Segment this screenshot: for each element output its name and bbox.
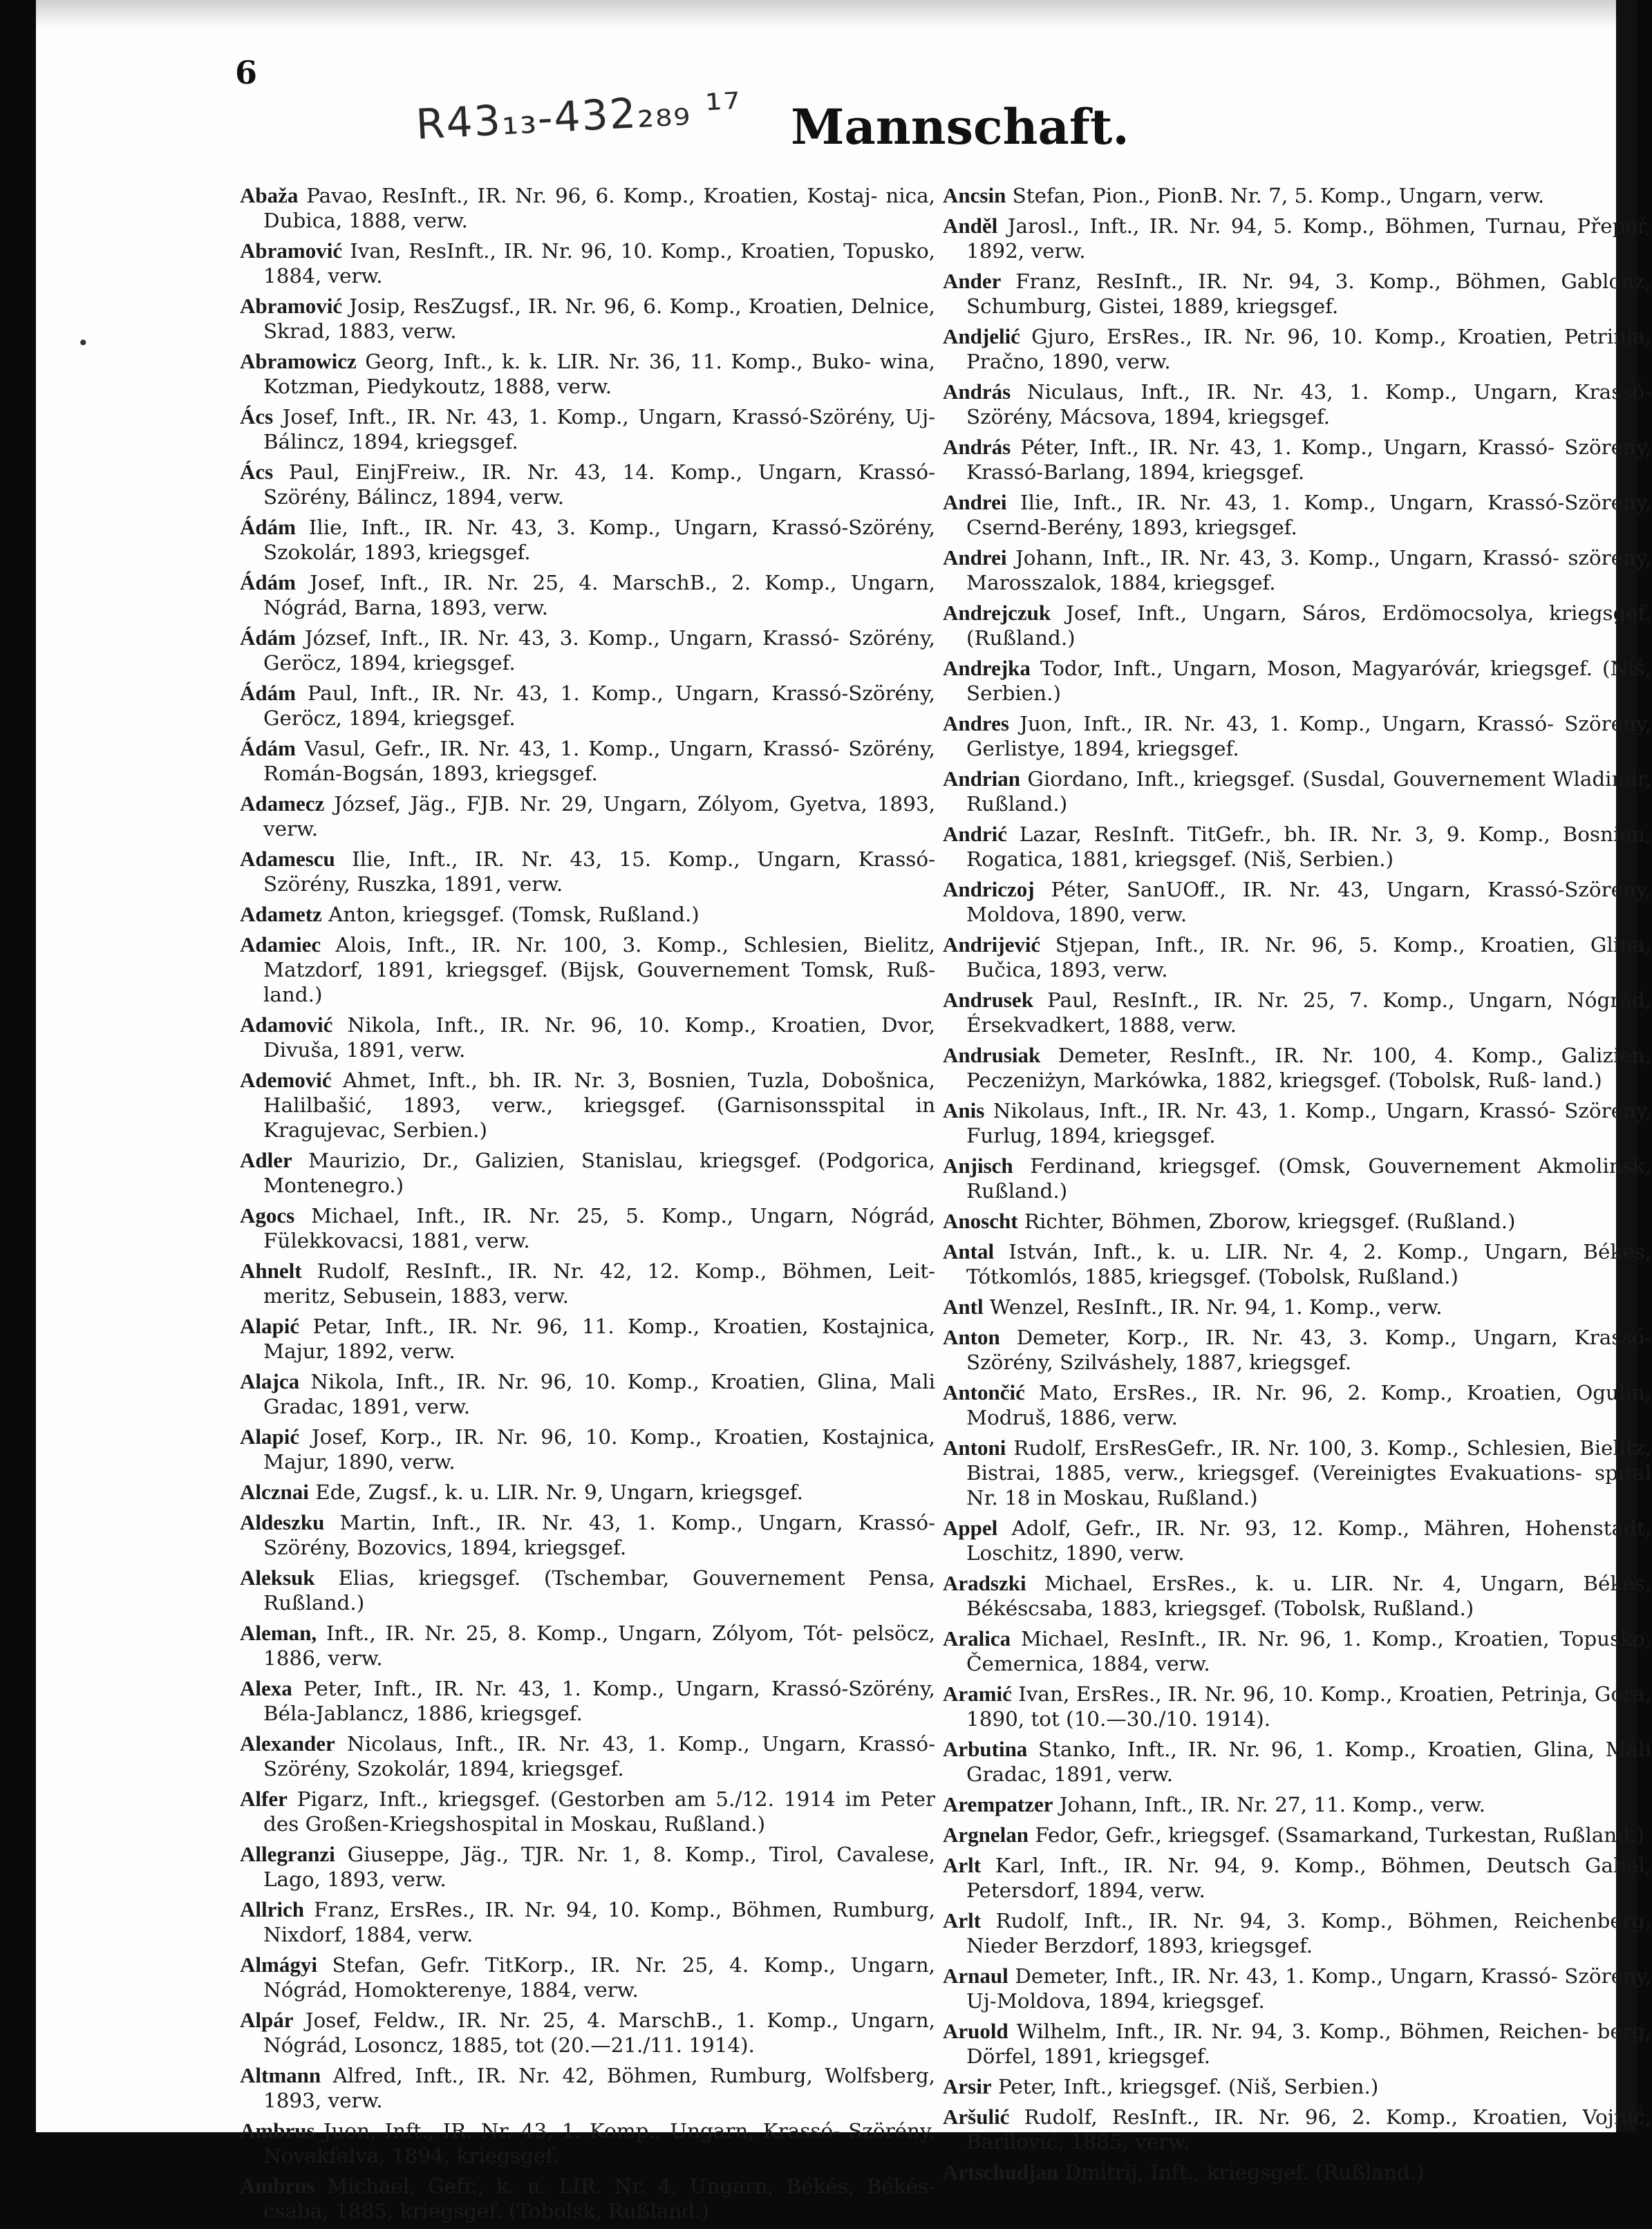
register-entry	[943, 656, 1651, 706]
register-entry	[943, 601, 1651, 650]
register-entry	[240, 1565, 935, 1615]
entry-details: Jarosl., Inft., IR. Nr. 94, 5. Komp., Böhmen, Turnau, Přepeř, 1892, verw.	[966, 214, 1651, 263]
register-entry	[943, 1792, 1651, 1817]
entry-details: Ede, Zugsf., k. u. LIR. Nr. 9, Ungarn, kriegsgef.	[315, 1480, 803, 1504]
register-entry	[240, 1953, 935, 2002]
register-entry	[943, 988, 1651, 1037]
register-entry	[240, 736, 935, 786]
entry-surname: Andjelić	[943, 324, 1020, 348]
register-entry	[240, 626, 935, 675]
register-entry	[240, 1259, 935, 1308]
entry-surname: Aramić	[943, 1682, 1012, 1706]
entry-details: Richter, Böhmen, Zborow, kriegsgef. (Rußland.)	[1024, 1210, 1516, 1233]
register-entry	[240, 1897, 935, 1947]
entry-surname: Arempatzer	[943, 1792, 1053, 1816]
register-entry	[240, 1676, 935, 1726]
entry-details: Mato, ErsRes., IR. Nr. 96, 2. Komp., Kroatien, Ogulin, Modruš, 1886, verw.	[966, 1381, 1652, 1429]
register-entry	[240, 1731, 935, 1781]
entry-details: Paul, ResInft., IR. Nr. 25, 7. Komp., Ungarn, Nógrád, Érsekvadkert, 1888, verw.	[966, 988, 1651, 1037]
entry-surname: Andriczoj	[943, 877, 1035, 901]
entry-details: Nicolaus, Inft., IR. Nr. 43, 1. Komp., Ungarn, Krassó- Szörény, Szokolár, 1894, kriegsgef.	[263, 1732, 936, 1780]
entry-details: Rudolf, ResInft., IR. Nr. 42, 12. Komp., Böhmen, Leit- meritz, Sebusein, 1883, verw.	[263, 1259, 935, 1308]
entry-surname: Arsir	[943, 2074, 992, 2098]
register-entry	[943, 435, 1651, 485]
entry-surname: Ademović	[240, 1068, 332, 1092]
entry-surname: Allrich	[240, 1897, 304, 1921]
entry-details: Georg, Inft., k. k. LIR. Nr. 36, 11. Komp., Buko- wina, Kotzman, Piedykoutz, 1888, verw.	[263, 350, 935, 398]
entry-surname: Abramović	[240, 294, 343, 318]
entry-surname: Ádám	[240, 681, 296, 705]
entry-details: Lazar, ResInft. TitGefr., bh. IR. Nr. 3, 9. Komp., Bosnien, Rogatica, 1881, kriegsgef. (Niš, Serbien.)	[966, 822, 1652, 871]
register-entry	[240, 404, 935, 454]
entry-surname: Aleksuk	[240, 1565, 315, 1590]
register-entry	[943, 2074, 1651, 2099]
entry-surname: Andrić	[943, 822, 1007, 846]
entry-details: Rudolf, Inft., IR. Nr. 94, 3. Komp., Böhmen, Reichenberg, Nieder Berzdorf, 1893, kriegsgef.	[966, 1909, 1651, 1957]
register-entry	[943, 1098, 1651, 1148]
entry-details: Stefan, Gefr. TitKorp., IR. Nr. 25, 4. Komp., Ungarn, Nógrád, Homokterenye, 1884, verw.	[263, 1953, 935, 2002]
entry-surname: Arlt	[943, 1853, 982, 1877]
entry-details: Demeter, Inft., IR. Nr. 43, 1. Komp., Ungarn, Krassó- Szörény, Uj-Moldova, 1894, kriegsgef.	[966, 1964, 1651, 2013]
entry-details: Péter, SanUOff., IR. Nr. 43, Ungarn, Krassó-Szörény, Moldova, 1890, verw.	[966, 878, 1652, 926]
entry-details: Johann, Inft., IR. Nr. 43, 3. Komp., Ungarn, Krassó- szörény, Marosszalok, 1884, kriegsgef.	[966, 546, 1652, 594]
entry-surname: Aleman,	[240, 1621, 317, 1645]
page-title: Mannschaft.	[791, 98, 1129, 156]
entry-surname: Ádám	[240, 736, 296, 760]
entry-details: Josef, Korp., IR. Nr. 96, 10. Komp., Kroatien, Kostajnica, Majur, 1890, verw.	[263, 1425, 936, 1474]
entry-surname: Ancsin	[943, 183, 1006, 207]
entry-details: Johann, Inft., IR. Nr. 27, 11. Komp., verw.	[1059, 1793, 1486, 1816]
entry-details: Ferdinand, kriegsgef. (Omsk, Gouvernement Akmolinsk, Rußland.)	[966, 1154, 1652, 1203]
entry-surname: András	[943, 379, 1011, 404]
entry-surname: Adamović	[240, 1013, 333, 1037]
entry-surname: Abaža	[240, 183, 299, 207]
register-entry	[240, 1013, 935, 1062]
entry-details: Franz, ErsRes., IR. Nr. 94, 10. Komp., Böhmen, Rumburg, Nixdorf, 1884, verw.	[263, 1898, 935, 1946]
entry-surname: Andrejczuk	[943, 601, 1051, 625]
entry-surname: Andrusek	[943, 988, 1033, 1012]
entry-surname: Ádám	[240, 570, 296, 594]
register-entry	[943, 1154, 1651, 1203]
entry-surname: Andrijević	[943, 932, 1041, 957]
register-entry	[943, 2160, 1651, 2185]
register-entry	[943, 1239, 1651, 1289]
entry-surname: Adamescu	[240, 847, 335, 871]
entry-surname: Alajca	[240, 1369, 300, 1393]
entry-details: Niculaus, Inft., IR. Nr. 43, 1. Komp., Ungarn, Krassó- Szörény, Mácsova, 1894, kriegsgef.	[966, 380, 1651, 429]
entry-details: Wilhelm, Inft., IR. Nr. 94, 3. Komp., Böhmen, Reichen- berg, Dörfel, 1891, kriegsgef.	[966, 2020, 1651, 2068]
entry-surname: Ambrus	[240, 2118, 315, 2143]
register-entry	[943, 1516, 1651, 1565]
register-entry	[240, 1203, 935, 1253]
entry-surname: Abramović	[240, 238, 343, 263]
entry-details: Nikolaus, Inft., IR. Nr. 43, 1. Komp., Ungarn, Krassó- Szörény, Furlug, 1894, kriegsgef.	[966, 1099, 1651, 1147]
entry-details: Juon, Inft., IR. Nr. 43, 1. Komp., Ungarn, Krassó- Szörény, Gerlistye, 1894, kriegsgef.	[966, 712, 1652, 760]
entry-details: Alois, Inft., IR. Nr. 100, 3. Komp., Schlesien, Bielitz, Matzdorf, 1891, kriegsgef. (Bijsk, Gouvernement Tomsk, Ruß- land.)	[263, 933, 936, 1006]
entry-details: Alfred, Inft., IR. Nr. 42, Böhmen, Rumburg, Wolfsberg, 1893, verw.	[263, 2064, 935, 2112]
entry-surname: Alpár	[240, 2008, 294, 2032]
register-entry	[240, 1842, 935, 1892]
register-entry	[943, 269, 1651, 319]
register-entry	[240, 1424, 935, 1474]
entry-surname: Agocs	[240, 1203, 295, 1228]
register-entry	[240, 1148, 935, 1198]
entry-surname: Alexander	[240, 1731, 335, 1756]
entry-details: Maurizio, Dr., Galizien, Stanislau, kriegsgef. (Podgorica, Montenegro.)	[263, 1149, 936, 1197]
entry-surname: Aruold	[943, 2019, 1008, 2043]
register-entry	[943, 183, 1651, 208]
register-entry	[943, 1380, 1651, 1430]
entry-surname: Altmann	[240, 2063, 321, 2087]
entry-details: Stefan, Pion., PionB. Nr. 7, 5. Komp., Ungarn, verw.	[1012, 184, 1545, 207]
entry-details: Josef, Feldw., IR. Nr. 25, 4. MarschB., 1. Komp., Ungarn, Nógrád, Losoncz, 1885, tot (20.—21./11. 1914).	[263, 2009, 935, 2057]
entry-surname: Andres	[943, 711, 1009, 735]
register-entry	[943, 766, 1651, 816]
register-entry	[240, 515, 935, 565]
entry-surname: Antončić	[943, 1380, 1025, 1404]
entry-details: Paul, Inft., IR. Nr. 43, 1. Komp., Ungarn, Krassó-Szörény, Geröcz, 1894, kriegsgef.	[263, 681, 935, 730]
register-entry	[240, 1510, 935, 1560]
entry-details: Ivan, ResInft., IR. Nr. 96, 10. Komp., Kroatien, Topusko, 1884, verw.	[263, 239, 935, 288]
entry-surname: Alcznai	[240, 1480, 309, 1504]
entry-details: Nikola, Inft., IR. Nr. 96, 10. Komp., Kroatien, Glina, Mali Gradac, 1891, verw.	[263, 1370, 935, 1418]
entry-details: Michael, ErsRes., k. u. LIR. Nr. 4, Ungarn, Békés, Békéscsaba, 1883, kriegsgef. (Tobolsk, Rußland.)	[966, 1572, 1652, 1620]
register-entry	[240, 2174, 935, 2223]
register-entry	[240, 1480, 935, 1505]
entry-surname: Arlt	[943, 1908, 982, 1932]
register-entry	[240, 570, 935, 620]
entry-details: Elias, kriegsgef. (Tschembar, Gouvernement Pensa, Rußland.)	[263, 1566, 935, 1615]
register-entry	[943, 1295, 1651, 1319]
entry-details: Pigarz, Inft., kriegsgef. (Gestorben am 5./12. 1914 im Peter des Großen-Kriegshospital in Moskau, Rußland.)	[263, 1787, 935, 1836]
entry-details: József, Inft., IR. Nr. 43, 3. Komp., Ungarn, Krassó- Szörény, Geröcz, 1894, kriegsgef.	[263, 626, 936, 675]
entry-details: Karl, Inft., IR. Nr. 94, 9. Komp., Böhmen, Deutsch Gabel, Petersdorf, 1894, verw.	[966, 1854, 1651, 1902]
entry-surname: Ács	[240, 460, 274, 484]
register-entry	[943, 2019, 1651, 2069]
entry-surname: Ander	[943, 269, 1002, 293]
left-column	[240, 183, 935, 2229]
register-entry	[943, 1964, 1651, 2013]
entry-details: Peter, Inft., IR. Nr. 43, 1. Komp., Ungarn, Krassó-Szörény, Béla-Jablancz, 1886, kriegsgef.	[263, 1677, 936, 1725]
entry-surname: Andrusiak	[943, 1043, 1041, 1067]
entry-surname: Antoni	[943, 1436, 1006, 1460]
entry-details: Josip, ResZugsf., IR. Nr. 96, 6. Komp., Kroatien, Delnice, Skrad, 1883, verw.	[263, 294, 935, 343]
entry-details: Juon, Inft., IR. Nr. 43, 1. Komp., Ungarn, Krassó- Szörény, Novakfalva, 1894, kriegsgef.	[263, 2119, 936, 2167]
entry-surname: Anoscht	[943, 1209, 1018, 1233]
register-entry	[240, 791, 935, 841]
register-entry	[240, 349, 935, 399]
register-entry	[240, 1369, 935, 1419]
entry-details: Gjuro, ErsRes., IR. Nr. 96, 10. Komp., Kroatien, Petrinja, Pračno, 1890, verw.	[966, 325, 1651, 373]
entry-surname: Ács	[240, 404, 274, 429]
entry-details: Stanko, Inft., IR. Nr. 96, 1. Komp., Kroatien, Glina, Mali Gradac, 1891, verw.	[966, 1738, 1652, 1786]
entry-surname: Adametz	[240, 902, 322, 926]
entry-surname: Antl	[943, 1295, 984, 1319]
entry-details: Dmitrij, Inft., kriegsgef. (Rußland.)	[1064, 2161, 1425, 2184]
register-entry	[943, 2105, 1651, 2154]
register-entry	[943, 1436, 1651, 1510]
register-entry	[240, 932, 935, 1007]
entry-surname: Allegranzi	[240, 1842, 335, 1866]
register-entry	[240, 2063, 935, 2113]
register-entry	[943, 1908, 1651, 1958]
register-entry	[943, 1325, 1651, 1375]
entry-surname: Aršulić	[943, 2105, 1010, 2129]
register-entry	[240, 1787, 935, 1836]
register-entry	[943, 490, 1651, 540]
entry-details: Ilie, Inft., IR. Nr. 43, 3. Komp., Ungarn, Krassó-Szörény, Szokolár, 1893, kriegsgef.	[263, 516, 935, 564]
register-entry	[943, 1626, 1651, 1676]
register-entry	[240, 183, 935, 233]
entry-details: Ivan, ErsRes., IR. Nr. 96, 10. Komp., Kroatien, Petrinja, Gora, 1890, tot (10.—30./10. 1914).	[966, 1682, 1652, 1731]
register-entry	[943, 214, 1651, 263]
register-entry	[240, 902, 935, 927]
entry-surname: Adler	[240, 1148, 292, 1172]
register-entry	[943, 932, 1651, 982]
entry-details: Giuseppe, Jäg., TJR. Nr. 1, 8. Komp., Tirol, Cavalese, Lago, 1893, verw.	[263, 1843, 935, 1891]
entry-details: István, Inft., k. u. LIR. Nr. 4, 2. Komp., Ungarn, Békés, Tótkomlós, 1885, kriegsgef. (Tobolsk, Rußland.)	[966, 1240, 1652, 1288]
entry-details: Franz, ResInft., IR. Nr. 94, 3. Komp., Böhmen, Gablonz, Schumburg, Gistei, 1889, kriegsgef.	[966, 270, 1651, 318]
entry-surname: Adamiec	[240, 932, 321, 957]
entry-surname: Alfer	[240, 1787, 288, 1811]
entry-details: Wenzel, ResInft., IR. Nr. 94, 1. Komp., verw.	[989, 1295, 1443, 1319]
entry-details: Nikola, Inft., IR. Nr. 96, 10. Komp., Kroatien, Dvor, Divuša, 1891, verw.	[263, 1013, 935, 1062]
entry-surname: Ahnelt	[240, 1259, 302, 1283]
register-entry	[943, 1737, 1651, 1787]
register-entry	[943, 379, 1651, 429]
entry-details: Péter, Inft., IR. Nr. 43, 1. Komp., Ungarn, Krassó- Szöreny, Krassó-Barlang, 1894, kriegsgef.	[966, 435, 1651, 484]
entry-surname: Artschudjan	[943, 2160, 1059, 2184]
entry-surname: Arbutina	[943, 1737, 1028, 1761]
register-entry	[240, 238, 935, 288]
entry-details: Giordano, Inft., kriegsgef. (Susdal, Gouvernement Wladimir, Rußland.)	[966, 767, 1652, 816]
entry-surname: Aralica	[943, 1626, 1011, 1650]
entry-details: Demeter, Korp., IR. Nr. 43, 3. Komp., Ungarn, Krassó- Szörény, Szilváshely, 1887, kriegsgef.	[966, 1326, 1652, 1374]
entry-surname: Andrei	[943, 545, 1007, 570]
entry-surname: Andrei	[943, 490, 1007, 514]
register-entry	[943, 1209, 1651, 1234]
register-entry	[240, 2008, 935, 2058]
register-entry	[943, 1682, 1651, 1731]
entry-details: Rudolf, ResInft., IR. Nr. 96, 2. Komp., Kroatien, Vojnić, Barilović, 1885, verw.	[966, 2105, 1651, 2154]
entry-details: Adolf, Gefr., IR. Nr. 93, 12. Komp., Mähren, Hohenstadt, Loschitz, 1890, verw.	[966, 1516, 1651, 1565]
handwritten-shelfmark: R43₁₃-432₂₈₉ ¹⁷	[415, 84, 743, 149]
margin-dot: •	[77, 332, 89, 355]
entry-details: Stjepan, Inft., IR. Nr. 96, 5. Komp., Kroatien, Glina, Bučica, 1893, verw.	[966, 933, 1652, 981]
scanned-page	[36, 0, 1652, 2223]
entry-surname: Antal	[943, 1239, 995, 1263]
register-entry	[240, 681, 935, 731]
register-entry	[240, 847, 935, 896]
entry-details: Rudolf, ErsResGefr., IR. Nr. 100, 3. Komp., Schlesien, Bielitz, Bistrai, 1885, verw., kriegsgef. (Vereinigtes Evakuations- spital Nr. 18 in Moskau, Rußland.)	[966, 1436, 1651, 1509]
entry-details: Petar, Inft., IR. Nr. 96, 11. Komp., Kroatien, Kostajnica, Majur, 1892, verw.	[263, 1315, 935, 1363]
entry-details: Michael, Inft., IR. Nr. 25, 5. Komp., Ungarn, Nógrád, Fülekkovacsi, 1881, verw.	[263, 1204, 936, 1252]
entry-details: Demeter, ResInft., IR. Nr. 100, 4. Komp., Galizien, Peczeniżyn, Markówka, 1882, kriegsgef. (Tobolsk, Ruß- land.)	[966, 1044, 1651, 1092]
entry-details: Michael, ResInft., IR. Nr. 96, 1. Komp., Kroatien, Topusko, Čemernica, 1884, verw.	[966, 1627, 1652, 1675]
entry-surname: Arnaul	[943, 1964, 1008, 1988]
entry-surname: Alapić	[240, 1314, 300, 1338]
entry-surname: Anděl	[943, 214, 998, 238]
register-entry	[240, 1621, 935, 1671]
entry-details: Ilie, Inft., IR. Nr. 43, 15. Komp., Ungarn, Krassó- Szörény, Ruszka, 1891, verw.	[263, 847, 935, 896]
entry-surname: Aradszki	[943, 1571, 1026, 1595]
register-entry	[943, 1043, 1651, 1093]
register-entry	[240, 2118, 935, 2168]
entry-surname: Alapić	[240, 1424, 300, 1449]
register-entry	[943, 1853, 1651, 1903]
entry-details: Ahmet, Inft., bh. IR. Nr. 3, Bosnien, Tuzla, Dobošnica, Halilbašić, 1893, verw., kriegsgef. (Garnisonsspital in Kragujevac, Serbien.)	[263, 1069, 936, 1142]
register-entry	[943, 545, 1651, 595]
entry-details: Vasul, Gefr., IR. Nr. 43, 1. Komp., Ungarn, Krassó- Szörény, Román-Bogsán, 1893, kriegsgef.	[263, 737, 936, 785]
right-column	[943, 183, 1651, 2190]
entry-surname: Andrejka	[943, 656, 1031, 680]
entry-surname: Almágyi	[240, 1953, 317, 1977]
entry-surname: Anjisch	[943, 1154, 1013, 1178]
entry-surname: Aldeszku	[240, 1510, 325, 1534]
register-entry	[943, 324, 1651, 374]
entry-surname: Andrian	[943, 766, 1020, 791]
register-entry	[943, 822, 1651, 872]
entry-details: Michael, Gefr., k. u. LIR. Nr. 4, Ungarn, Békés, Békés- csaba, 1885, kriegsgef. (Tobolsk, Rußland.)	[263, 2174, 935, 2223]
entry-details: Fedor, Gefr., kriegsgef. (Ssamarkand, Turkestan, Rußland.)	[1035, 1823, 1644, 1847]
register-entry	[943, 1571, 1651, 1621]
entry-surname: Adamecz	[240, 791, 325, 816]
entry-details: Anton, kriegsgef. (Tomsk, Rußland.)	[328, 903, 700, 926]
entry-surname: Argnelan	[943, 1823, 1029, 1847]
entry-surname: Anton	[943, 1325, 1000, 1349]
entry-surname: Ádám	[240, 626, 296, 650]
entry-surname: Alexa	[240, 1676, 292, 1700]
register-entry	[943, 1823, 1651, 1847]
entry-details: Ilie, Inft., IR. Nr. 43, 1. Komp., Ungarn, Krassó-Szörény, Csernd-Berény, 1893, kriegsgef.	[966, 491, 1651, 539]
register-entry	[240, 1068, 935, 1142]
entry-details: Inft., IR. Nr. 25, 8. Komp., Ungarn, Zólyom, Tót- pelsöcz, 1886, verw.	[263, 1621, 936, 1670]
entry-details: Josef, Inft., Ungarn, Sáros, Erdömocsolya, kriegsgef. (Rußland.)	[966, 601, 1652, 650]
entry-details: Martin, Inft., IR. Nr. 43, 1. Komp., Ungarn, Krassó- Szörény, Bozovics, 1894, kriegsgef.	[263, 1511, 935, 1559]
scan-shadow	[36, 0, 1637, 28]
register-entry	[943, 711, 1651, 761]
register-entry	[240, 1314, 935, 1364]
register-entry	[240, 294, 935, 344]
register-entry	[240, 460, 935, 509]
entry-surname: Appel	[943, 1516, 998, 1540]
page-number: 6	[235, 54, 258, 91]
entry-details: Peter, Inft., kriegsgef. (Niš, Serbien.)	[997, 2075, 1379, 2098]
entry-surname: András	[943, 435, 1011, 459]
entry-surname: Anis	[943, 1098, 985, 1122]
register-entry	[943, 877, 1651, 927]
entry-details: Todor, Inft., Ungarn, Moson, Magyaróvár, kriegsgef. (Niš, Serbien.)	[966, 657, 1651, 705]
entry-details: Pavao, ResInft., IR. Nr. 96, 6. Komp., Kroatien, Kostaj- nica, Dubica, 1888, verw.	[263, 184, 935, 232]
entry-surname: Abramowicz	[240, 349, 357, 373]
entry-details: Paul, EinjFreiw., IR. Nr. 43, 14. Komp., Ungarn, Krassó- Szörény, Bálincz, 1894, verw.	[263, 460, 935, 509]
entry-surname: Ádám	[240, 515, 296, 539]
entry-surname: Ambrus	[240, 2174, 315, 2198]
entry-details: Josef, Inft., IR. Nr. 25, 4. MarschB., 2. Komp., Ungarn, Nógrád, Barna, 1893, verw.	[263, 571, 935, 619]
entry-details: Josef, Inft., IR. Nr. 43, 1. Komp., Ungarn, Krassó-Szörény, Uj-Bálincz, 1894, kriegsgef.	[263, 405, 935, 453]
entry-details: József, Jäg., FJB. Nr. 29, Ungarn, Zólyom, Gyetva, 1893, verw.	[263, 792, 936, 840]
